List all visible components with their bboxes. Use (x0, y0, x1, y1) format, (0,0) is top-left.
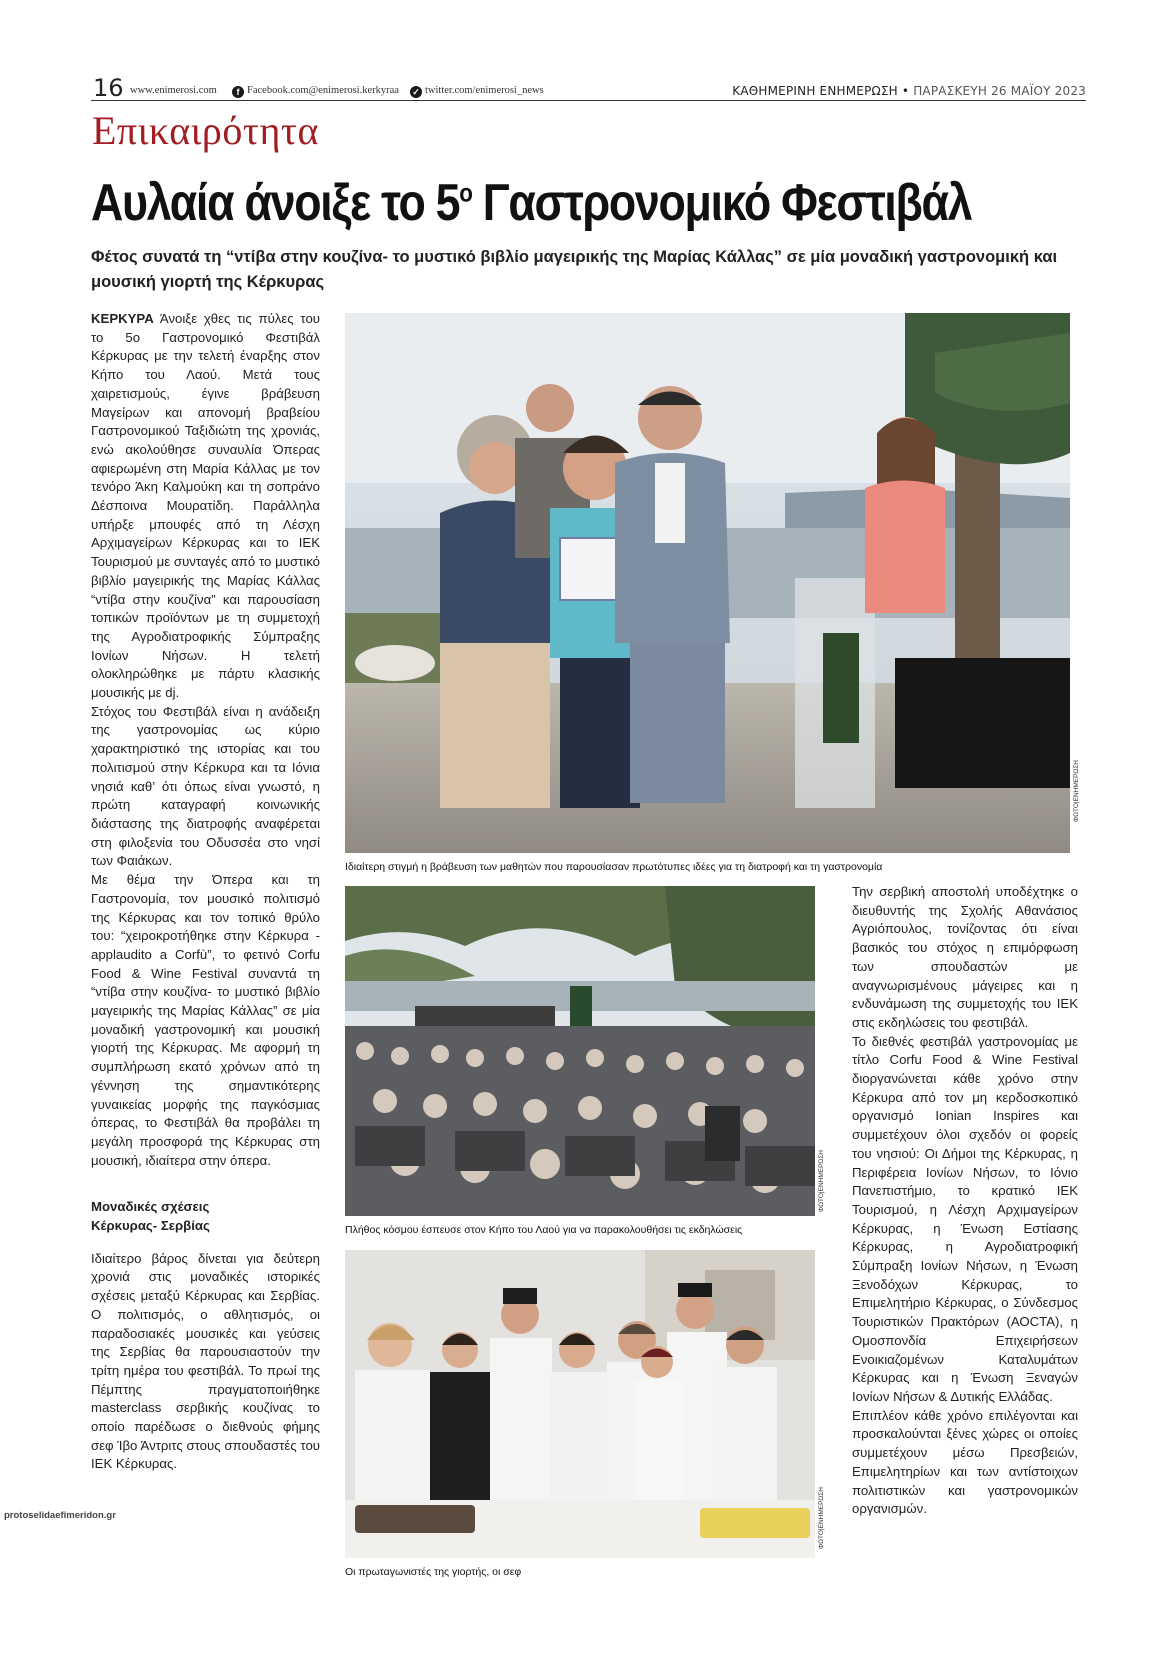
photo-1-caption: Ιδιαίτερη στιγμή η βράβευση των μαθητών που παρουσίασαν πρωτότυπες ιδέες για τη διατροφή και τη γαστρονομία (345, 861, 883, 873)
paragraph: Το διεθνές φεστιβάλ γαστρονομίας με τίτλο Corfu Food & Wine Festival διοργανώνεται κάθε χρόνο στην Κέρκυρα από τον μη κερδοσκοπικό οργανισμό Ionian Inspires και συμμετέχουν όλοι σχεδόν οι φορείς του νησιού: Οι Δήμοι της Κέρκυρας, η Περιφέρεια Ιονίων Νήσων, το Ιόνιο Πανεπιστήμιο, το κρατικό ΙΕΚ Τουρισμού, η Λέσχη Αρχιμαγείρων Κέρκυρας, η Ένωση Εστίασης Κέρκυρας, η Αγροδιατροφική Σύμπραξη Ιονίων Νήσων, η Ένωση Ξενοδόχων Κέρκυρας, το Επιμελητήριο Κέρκυρας, ο Σύνδεσμος Τουριστικών Πρακτόρων (ΑΟCTA), η Ομοσπονδία Επιχειρήσεων Ενοικιαζομένων Καταλυμάτων Κέρκυρας και η Ένωση Ξεναγών Ιονίων Νήσων & Δυτικής Ελλάδας. (852, 1033, 1078, 1404)
spacer (91, 1236, 320, 1250)
section-title: Επικαιρότητα (92, 108, 319, 153)
paragraph-text: Άνοιξε χθες τις πύλες του το 5ο Γαστρονομικό Φεστιβάλ Κέρκυρας με την τελετή έναρξης στον Κήπο του Λαού. Μετά τους χαιρετισμούς, έγινε βράβευση Μαγείρων και απονομή βραβείου Γαστρονομικού Ταξιδιώτη της χρονιάς, ενώ ακολούθησε συναυλία Όπερας αφιερωμένη στη Μαρία Κάλλας με τον τενόρο Άκη Καλμούκη και τη σοπράνο Δέσποινα Μουρατίδη. Παράλληλα υπήρξε μπουφές από τη Λέσχη Αρχιμαγείρων Κέρκυρας και το ΙΕΚ Τουρισμού με συνταγές από το μυστικό βιβλίο μαγειρικής της Μαρίας Κάλλας “ντίβα στην κουζίνα” και παρουσίαση τοπικών προϊόντων με τη συμμετοχή της Αγροδιατροφικής Σύμπραξης Ιονίων Νήσων. Η τελετή ολοκληρώθηκε με πάρτυ κλασικής μουσικής με dj. (91, 311, 321, 701)
paper-name: ΚΑΘΗΜΕΡΙΝΗ ΕΝΗΜΕΡΩΣΗ (732, 84, 898, 98)
paragraph: Ιδιαίτερο βάρος δίνεται για δεύτερη χρονιά στις μοναδικές ιστορικές σχέσεις μεταξύ Κέρκυρας και Σερβίας. Ο πολιτισμός, ο αθλητισμός, οι παραδοσιακές μουσικές και γεύσεις της Σερβίας θα παρουσιαστούν την τρίτη ημέρα του φεστιβάλ. Το πρωί της Πέμπτης πραγματοποιήθηκε masterclass σερβικής κουζίνας το οποίο παρέδωσε ο διεθνούς φήμης σεφ Ίβο Άντριτς στους σπουδαστές του ΙΕΚ Κέρκυρας. (91, 1250, 320, 1472)
headline (91, 173, 972, 233)
separator: • (901, 84, 910, 98)
header-rule (91, 100, 1086, 101)
photo-chefs (345, 1250, 815, 1558)
chefs-illustration (345, 1250, 815, 1558)
crowd-illustration (345, 886, 815, 1216)
photo-crowd (345, 886, 815, 1216)
headline-part-1: Αυλαία άνοιξε το 5 (91, 174, 460, 232)
award-ceremony-illustration (345, 313, 1070, 853)
twitter-link[interactable] (410, 85, 544, 98)
paragraph: Με θέμα την Όπερα και τη Γαστρονομία, τον μουσικό πολιτισμό της Κέρκυρας και τον τοπικό θρύλο του: “χειροκροτήθηκε στην Κέρκυρα - applaudito a Corfù”, το φετινό Corfu Food & Wine Festival συναντά τη “ντίβα στην κουζίνα- το μυστικό βιβλίο μαγειρικής της Μαρίας Κάλλας” σε μία μοναδική γαστρονομική και μουσική γιορτή της Κέρκυρας. Με αφορμή τη συμπλήρωση εκατό χρόνων από τη γέννηση της σημαντικότερης γυναικείας μορφής της παγκόσμιας όπερας, το Φεστιβάλ θα προβάλει τη μεγάλη προσφορά της Κέρκυρας στη μουσική, ιδιαίτερα στην όπερα. (91, 872, 320, 1168)
photo-credit: ΦΩΤΟ|ΕΝΗΜΕΡΩΣΗ (818, 1150, 825, 1213)
subheadline: Φέτος συνατά τη “ντίβα στην κουζίνα- το μυστικό βιβλίο μαγειρικής της Μαρίας Κάλλας” σε μία μοναδική γαστρονομική και μουσική γιορτή της Κέρκυρας (91, 248, 1058, 291)
subheading-line-2: Κέρκυρας- Σερβίας (91, 1218, 210, 1234)
photo-credit: ΦΩΤΟ|ΕΝΗΜΕΡΩΣΗ (818, 1487, 825, 1550)
dateline: ΚΕΡΚΥΡΑ (91, 311, 154, 326)
spacer (91, 1170, 320, 1184)
article-column-3 (852, 883, 1078, 1519)
paragraph: Την σερβική αποστολή υποδέχτηκε ο διευθυντής της Σχολής Αθανάσιος Αγριόπουλος, τονίζοντας ότι είναι βασικός του στόχος η επιμόρφωση των σπουδαστών με αναγνωρισμένους μάγειρες και η ενδυνάμωση της συμμετοχής του ΙΕΚ στις εκδηλώσεις του φεστιβάλ. (852, 884, 1078, 1030)
subheading-line-1: Μοναδικές σχέσεις (91, 1199, 210, 1215)
page-number: 16 (93, 74, 124, 102)
paragraph: Στόχος του Φεστιβάλ είναι η ανάδειξη της γαστρονομίας ως κύριο χαρακτηριστικό της ιστορίας και του πολιτισμού στην Κέρκυρα και τα Ιόνια νησιά καθ’ ότι όπως είναι γνωστό, η πρώτη καταγραφή κοινωνικής διάστασης της διατροφής αναφέρεται στη φιλοξενία του Οδυσσέα στο νησί των Φαιάκων. (91, 703, 320, 869)
website-link[interactable]: www.enimerosi.com (130, 85, 217, 96)
headline-part-2: Γαστρονομικό Φεστιβάλ (471, 174, 972, 232)
facebook-link[interactable] (232, 85, 399, 98)
headline-superscript: ο (459, 177, 472, 208)
paragraph: Επιπλέον κάθε χρόνο επιλέγονται και προσκαλούνται ξένες χώρες οι οποίες συμμετέχουν μέσω Πρεσβειών, Επιμελητηρίων και των αντίστοιχων πολιτιστικών και γαστρονομικών οργανισμών. (852, 1407, 1078, 1517)
paragraph (91, 310, 320, 703)
facebook-handle: Facebook.com@enimerosi.kerkyraa (247, 85, 399, 96)
subheading (91, 1198, 320, 1235)
photo-award-ceremony (345, 313, 1070, 853)
article-column-1 (91, 310, 320, 1474)
watermark: protoselidaefimeridon.gr (4, 1510, 116, 1521)
photo-credit: ΦΩΤΟ|ΕΝΗΜΕΡΩΣΗ (1073, 760, 1080, 823)
issue-date: ΠΑΡΑΣΚΕΥΗ 26 ΜΑΪΟΥ 2023 (913, 84, 1086, 98)
twitter-handle: twitter.com/enimerosi_news (425, 85, 544, 96)
facebook-icon: f (232, 86, 244, 98)
twitter-icon: ✓ (410, 86, 422, 98)
photo-3-caption: Οι πρωταγωνιστές της γιορτής, οι σεφ (345, 1566, 522, 1578)
photo-2-caption: Πλήθος κόσμου έσπευσε στον Κήπο του Λαού για να παρακολουθήσει τις εκδηλώσεις (345, 1224, 743, 1236)
masthead (732, 84, 1086, 98)
